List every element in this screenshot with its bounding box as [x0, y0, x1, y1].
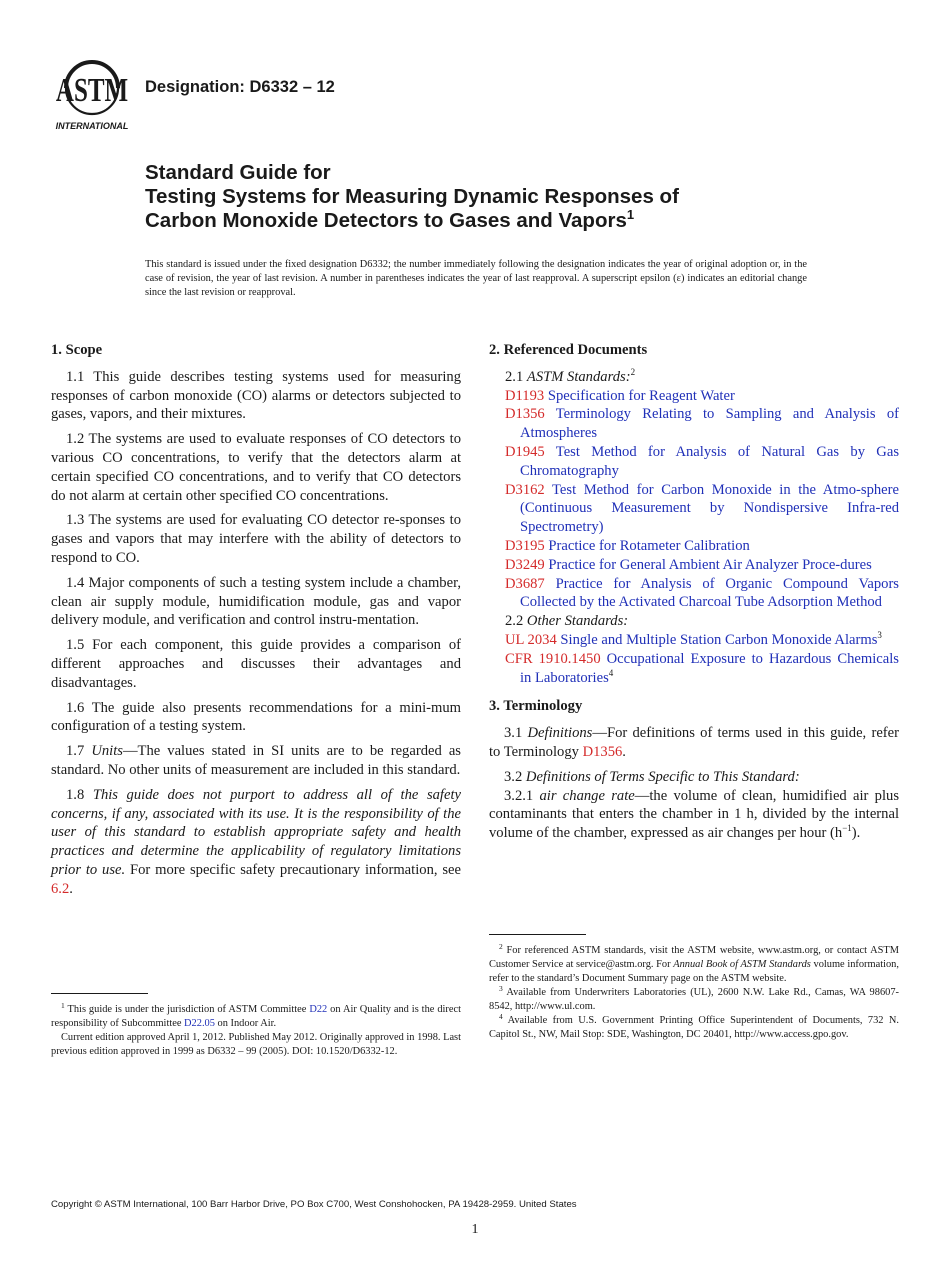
- footnote-rule-right: [489, 934, 586, 935]
- reference-title[interactable]: Specification for Reagent Water: [547, 387, 735, 404]
- para-1-6: 1.6 The guide also presents recommendations for a mini-mum configuration of a testing system.: [51, 699, 461, 735]
- para-1-8-text: For more specific safety precautionary information, see: [125, 861, 461, 878]
- section-6-2-link[interactable]: 6.2: [51, 880, 70, 897]
- reference-code[interactable]: D1945: [505, 443, 545, 460]
- footnote-3: [489, 986, 899, 1014]
- reference-code[interactable]: UL 2034: [505, 631, 557, 648]
- reference-footnote-mark: 3: [877, 629, 882, 640]
- referenced-heading: 2. Referenced Documents: [489, 342, 648, 358]
- footnote-1-edition: Current edition approved April 1, 2012. Published May 2012. Originally approved in 1998. Last previous edition approved in 1999 as D6332 – 99 (2005). DOI: 10.1520/D6332-12.: [51, 1032, 461, 1057]
- committee-d22-link[interactable]: D22: [309, 1004, 328, 1015]
- title-line-3-text: Carbon Monoxide Detectors to Gases and Vapors: [145, 209, 627, 232]
- para-1-3: 1.3 The systems are used for evaluating CO detector re-sponses to gases and vapors that may interfere with the ability of detectors to respond to CO.: [51, 512, 461, 566]
- logo-text: ASTM: [55, 72, 129, 110]
- para-1-2: 1.2 The systems are used to evaluate responses of CO detectors to various CO concentrations, to verify that the detectors alarm at certain specified CO concentrations, and to verify that CO detectors do not alarm at certain other specified CO concentrations.: [51, 431, 461, 504]
- para-1-7-label: Units: [91, 743, 123, 760]
- reference-title[interactable]: Test Method for Analysis of Natural Gas by Gas Chromatography: [520, 443, 900, 479]
- other-label: Other Standards:: [526, 613, 629, 630]
- para-3-1-label: Definitions: [527, 725, 593, 742]
- para-1-7: [51, 742, 461, 780]
- reference-code[interactable]: D1356: [505, 406, 545, 423]
- footnote-rule-left: [51, 993, 148, 994]
- para-3-2-num: 3.2: [504, 768, 523, 785]
- reference-title[interactable]: Practice for Analysis of Organic Compound Vapors Collected by the Activated Charcoal Tube Adsorption Method: [520, 575, 899, 611]
- para-1-8-num: 1.8: [66, 786, 85, 803]
- para-3-1-text: —For definitions of terms used in this guide, refer to Terminology: [489, 725, 899, 760]
- footnote-3-mark: 3: [499, 984, 503, 993]
- d1356-link[interactable]: D1356: [582, 743, 623, 760]
- logo-subtext: INTERNATIONAL: [55, 121, 129, 131]
- footnote-2-text-b: volume information, refer to the standard’s Document Summary page on the ASTM website.: [489, 959, 899, 984]
- right-column: [489, 341, 899, 849]
- other-num: 2.2: [505, 613, 524, 630]
- issue-note: This standard is issued under the fixed designation D6332; the number immediately following the designation indicates the year of original adoption or, in the case of revision, the year of last revision. A number in parentheses indicates the year of last reapproval. A superscript epsilon (ε) indicates an editorial change since the last revision or reapproval.: [145, 259, 807, 298]
- para-3-2-label: Definitions of Terms Specific to This Standard:: [525, 768, 800, 785]
- para-3-1-end: .: [622, 743, 626, 760]
- para-3-1: [489, 724, 899, 762]
- footnote-1-mark: 1: [61, 1001, 65, 1010]
- footnote-1-text-a: This guide is under the jurisdiction of ASTM Committee: [64, 1004, 310, 1015]
- para-1-5: 1.5 For each component, this guide provides a comparison of different approaches and discusses their advantages and disadvantages.: [51, 637, 461, 691]
- reference-code[interactable]: D3195: [505, 537, 545, 554]
- para-1-1: 1.1 This guide describes testing systems used for measuring responses of carbon monoxide (CO) alarms or detectors subjected to gases, vapors, and their mixtures.: [51, 368, 461, 423]
- footnote-2-italic: Annual Book of ASTM Standards: [673, 959, 811, 970]
- reference-code[interactable]: CFR 1910.1450: [505, 650, 601, 667]
- reference-title[interactable]: Occupational Exposure to Hazardous Chemicals in Laboratories: [520, 650, 899, 686]
- astm-standards-heading: [489, 368, 899, 387]
- other-standards-heading: [489, 612, 899, 631]
- reference-item[interactable]: [489, 405, 899, 443]
- scope-heading: 1. Scope: [51, 342, 103, 358]
- astm-logo: [52, 58, 134, 132]
- astm-label: ASTM Standards:: [526, 368, 631, 385]
- para-1-8-end: .: [69, 880, 73, 897]
- reference-footnote-mark: 4: [608, 667, 614, 678]
- footnote-3-text: Available from Underwriters Laboratories (UL), 2600 N.W. Lake Rd., Camas, WA 98607-8542, http://www.ul.com.: [489, 987, 899, 1012]
- para-3-2-1-end: ).: [851, 825, 861, 842]
- copyright-notice: Copyright © ASTM International, 100 Barr Harbor Drive, PO Box C700, West Conshohocken, PA 19428-2959. United States: [51, 1199, 577, 1210]
- designation: Designation: D6332 – 12: [145, 78, 335, 96]
- left-column: [51, 341, 461, 905]
- reference-item[interactable]: [489, 556, 899, 575]
- footnote-1: [51, 1003, 461, 1031]
- footnotes-left: [51, 1003, 461, 1059]
- footnote-4-mark: 4: [499, 1012, 503, 1021]
- footnote-2-text-a: For referenced ASTM standards, visit the ASTM website, www.astm.org, or contact ASTM Customer Service at service@astm.org. For: [489, 945, 899, 970]
- para-1-7-num: 1.7: [66, 743, 85, 760]
- footnote-4-text: Available from U.S. Government Printing Office Superintendent of Documents, 732 N. Capitol St., NW, Mail Stop: SDE, Washington, DC 20401, http://www.access.gpo.gov.: [489, 1015, 899, 1040]
- astm-footnote-mark: 2: [630, 366, 636, 377]
- para-3-2-1: [489, 787, 899, 843]
- para-1-8: [51, 786, 461, 899]
- footnote-4: [489, 1014, 899, 1042]
- reference-title[interactable]: Practice for Rotameter Calibration: [548, 537, 750, 554]
- para-1-4: 1.4 Major components of such a testing system include a chamber, clean air supply module, humidification module, gas and vapor delivery module, and verification and control instru-mentation.: [51, 574, 461, 629]
- title-line-2: Testing Systems for Measuring Dynamic Responses of: [145, 185, 679, 208]
- reference-code[interactable]: D1193: [505, 387, 545, 404]
- reference-title[interactable]: Practice for General Ambient Air Analyzer Proce-dures: [548, 556, 872, 573]
- reference-code[interactable]: D3687: [505, 575, 545, 592]
- para-1-7-text: —The values stated in SI units are to be regarded as standard. No other units of measurement are included in this standard.: [51, 743, 461, 778]
- reference-item[interactable]: [489, 631, 899, 650]
- para-3-2-1-text: —the volume of clean, humidified air plus contaminants that enters the chamber in 1 h, divided by the internal volume of the chamber, expressed as air changes per hour (h: [489, 787, 900, 842]
- reference-item[interactable]: [489, 443, 899, 481]
- reference-item[interactable]: [489, 575, 899, 613]
- footnote-1-text-b: on Air Quality and is the direct responsibility of Subcommittee: [51, 1004, 461, 1029]
- para-3-2: [489, 768, 899, 787]
- reference-item[interactable]: [489, 537, 899, 556]
- para-3-2-1-sup: −1: [842, 823, 852, 834]
- page-number: 1: [471, 1222, 479, 1237]
- reference-title[interactable]: Test Method for Carbon Monoxide in the Atmo-sphere (Continuous Measurement by Nondispersive Infra-red Spectrometry): [520, 481, 899, 536]
- reference-item[interactable]: [489, 481, 899, 537]
- footnote-2: [489, 944, 899, 986]
- reference-item[interactable]: [489, 650, 899, 688]
- subcommittee-d22-05-link[interactable]: D22.05: [184, 1018, 215, 1029]
- title-footnote-mark: 1: [626, 207, 635, 222]
- reference-list: [489, 368, 899, 688]
- title-line-3: [145, 209, 845, 233]
- para-3-2-1-term: air change rate: [539, 787, 635, 804]
- para-3-2-1-num: 3.2.1: [504, 787, 534, 804]
- footnotes-right: [489, 944, 899, 1042]
- terminology-heading: 3. Terminology: [489, 698, 583, 715]
- document-title: [145, 161, 845, 233]
- title-line-1: Standard Guide for: [145, 161, 331, 184]
- footnote-1-text-c: on Indoor Air.: [214, 1018, 277, 1029]
- para-1-8-italic: This guide does not purport to address all of the safety concerns, if any, associated with its use. It is the responsibility of the user of this standard to establish appropriate safety and health practices and determine the applicability of regulatory limitations prior to use.: [51, 786, 461, 878]
- reference-title[interactable]: Single and Multiple Station Carbon Monoxide Alarms: [560, 631, 878, 648]
- astm-num: 2.1: [505, 368, 524, 385]
- reference-code[interactable]: D3162: [505, 481, 545, 498]
- footnote-2-mark: 2: [499, 942, 503, 951]
- para-3-1-num: 3.1: [504, 725, 523, 742]
- reference-item[interactable]: [489, 387, 899, 406]
- reference-title[interactable]: Terminology Relating to Sampling and Analysis of Atmospheres: [520, 406, 900, 442]
- reference-code[interactable]: D3249: [505, 556, 545, 573]
